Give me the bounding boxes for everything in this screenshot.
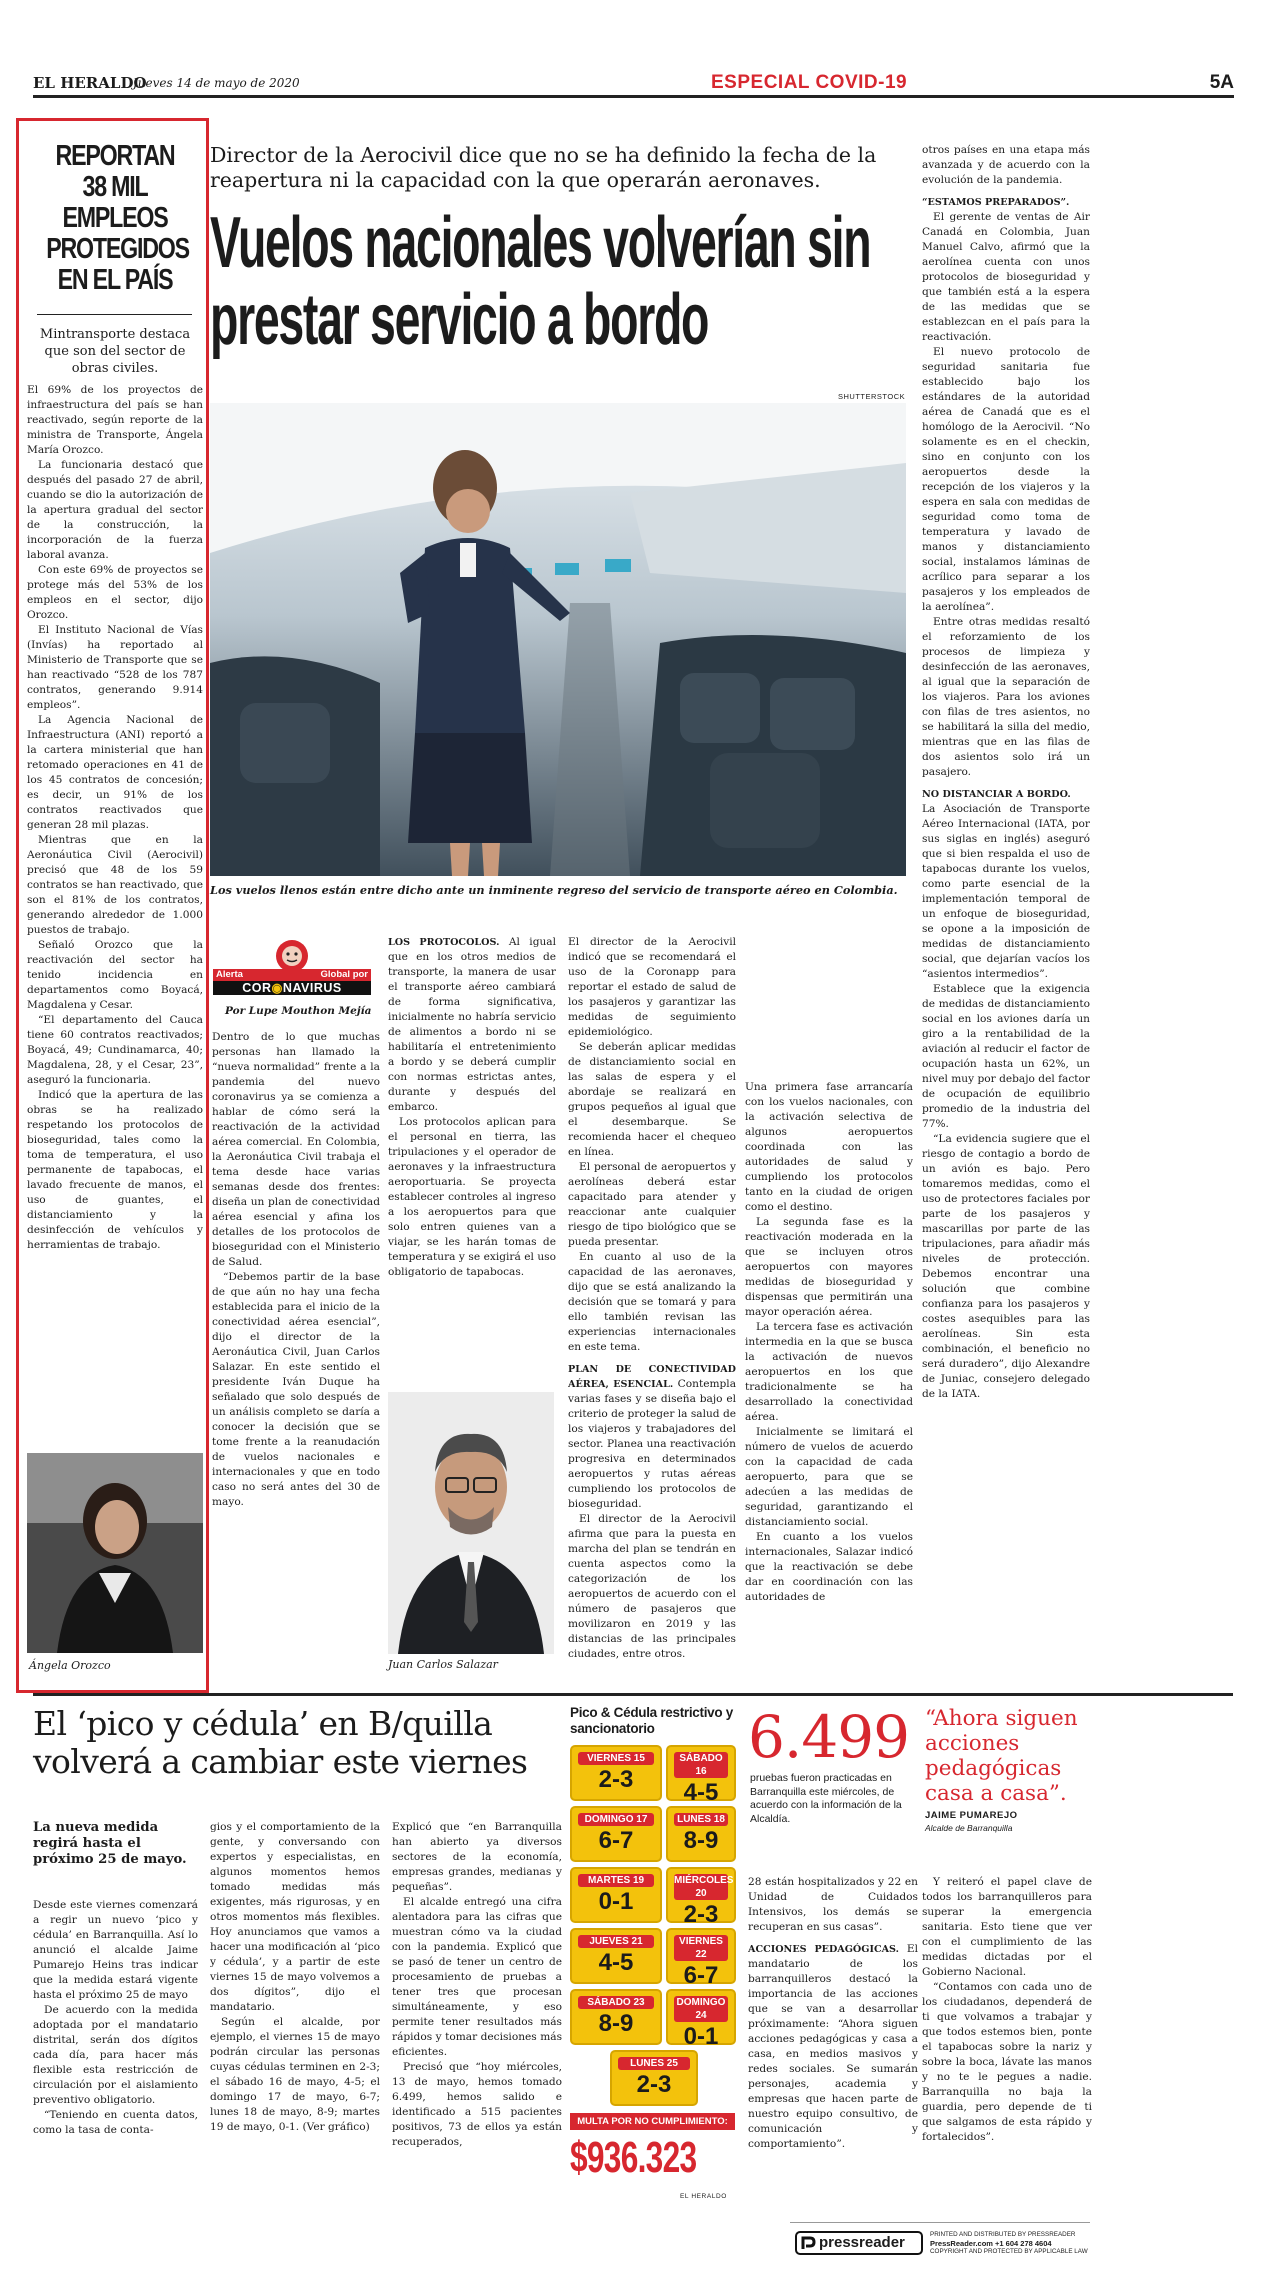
body-paragraph: gios y el comportamiento de la gente, y conversando con expertos y especialistas, en algunos momentos hemos tomado medidas más exigentes, más rigurosas, y en otros momentos más flexibles. Hoy anunciamos que vamos a hacer una modificación al ‘pico y cédula’, y a partir de este viernes 15 de mayo volvemos a dos dígitos”, dijo el mandatario. (210, 1821, 380, 2013)
sidebar-paragraph: La funcionaria destacó que después del pasado 27 de abril, cuando se dio la autorización de la apertura gradual del sector de la construcción, la incorporación de la fuerza laboral avanza. (27, 459, 203, 561)
day-pill (570, 1806, 662, 1862)
section-label: ESPECIAL COVID-19 (711, 72, 908, 93)
body-paragraph: En cuanto al uso de la capacidad de las aeronaves, dijo que se está analizando la decisión que se tomará y para ello también revisan las experiencias internacionales en este tema. (568, 1251, 736, 1353)
sidebar-paragraph: Mientras que en la Aeronáutica Civil (Aerocivil) precisó que 48 de los 59 contratos se han reactivado, que son el 81% de los contratos, generando alrededor de 1.000 puestos de trabajo. (27, 834, 203, 936)
day-pill (666, 1989, 736, 2050)
bottom-headline: El ‘pico y cédula’ en B/quilla volverá a cambiar este viernes (33, 1704, 528, 1781)
day-label: SÁBADO 16 (674, 1752, 728, 1778)
body-paragraph: Se deberán aplicar medidas de distanciamiento social en las salas de espera y el abordaje se realizará en grupos pequeños al igual que el desembarque. Se recomienda hacer el chequeo en línea. (568, 1041, 736, 1158)
sidebar-paragraph: Con este 69% de proyectos se protege más del 53% de los empleos en el sector, dijo Orozco. (27, 564, 203, 621)
main-column-4 (745, 1080, 913, 1680)
subhead-acciones: ACCIONES PEDAGÓGICAS. (748, 1944, 899, 1955)
sidebar-paragraph: El 69% de los proyectos de infraestructura del país se han reactivado, según reporte de la ministra de Transporte, Ángela María Orozco. (27, 384, 203, 456)
body-paragraph: El alcalde entregó una cifra alentadora para las cifras que muestran cómo va la ciudad con la pandemia. Explicó que se pasó de tener un centro de procesamiento de pruebas a tener tres que procesan simultáneamente, y eso permite tener resultados más rápidos y tomar decisiones más eficientes. (392, 1896, 562, 2058)
day-label: LUNES 25 (618, 2057, 690, 2070)
day-label: LUNES 18 (674, 1813, 728, 1826)
sidebar-paragraph: El Instituto Nacional de Vías (Invías) ha reportado al Ministerio de Transporte que se han reactivado “528 de los 787 contratos, generando 9.914 empleos”. (27, 624, 203, 711)
day-pill (610, 2050, 698, 2106)
footer-lines (930, 2231, 1088, 2256)
pico-cedula-infographic (570, 1705, 735, 2210)
stat-number: 6.499 (748, 1703, 910, 1771)
day-digits: 4-5 (598, 1949, 634, 1976)
main-photo-caption: Los vuelos llenos están entre dicho ante un inminente regreso del servicio de transporte aéreo en Colombia. (210, 883, 898, 897)
body-paragraph: El director de la Aerocivil afirma que para la puesta en marcha del plan se tendrán en cuenta aspectos como la categorización de los aeropuertos de acuerdo con el número de pasajeros que movilizaron en 2019 y las distancias de las principales ciudades, entre otros. (568, 1513, 736, 1660)
fine-label: MULTA POR NO CUMPLIMIENTO: (570, 2113, 735, 2130)
byline: Por Lupe Mouthon Mejía (225, 1005, 372, 1017)
body-paragraph: En cuanto a los vuelos internacionales, Salazar indicó que la reactivación se debe dar en coordinación con las autoridades de (745, 1531, 913, 1603)
day-digits: 8-9 (598, 2010, 634, 2037)
body-paragraph: Una primera fase arrancaría con los vuelos nacionales, con la activación selectiva de algunos aeropuertos coordinada con las autoridades de salud y cumpliendo los protocolos tanto en la ciudad de origen como el destino. (745, 1081, 913, 1213)
body-paragraph: La segunda fase es la reactivación moderada en la que se incluyen otros aeropuertos con mayores medidas de bioseguridad y dispensas que permitirán una mayor operación aérea. (745, 1216, 913, 1318)
day-pill (570, 1989, 662, 2045)
issue-date: Jueves 14 de mayo de 2020 (133, 76, 300, 90)
body-paragraph: “Contamos con cada uno de los ciudadanos, dependerá de ti que volvamos a trabajar y que todos estemos bien, ponte el tapabocas sobre la nariz y sobre la boca, lávate las manos y no te le pegues a nadie. Barranquilla no baja la guardia, pero depende de ti que salgamos de esta rápido y fortalecidos”. (922, 1981, 1092, 2143)
day-digits: 4-5 (683, 1779, 719, 1806)
sidebar-box (16, 118, 209, 1693)
main-kicker: Director de la Aerocivil dice que no se ha definido la fecha de la reapertura ni la capacidad con la que operarán aeronaves. (210, 143, 877, 192)
main-column-2 (388, 935, 556, 1395)
footer-line-3: COPYRIGHT AND PROTECTED BY APPLICABLE LAW (930, 2248, 1088, 2255)
day-digits: 6-7 (598, 1827, 634, 1854)
pressreader-logo (795, 2231, 923, 2255)
sidebar-paragraph: Indicó que la apertura de las obras se ha realizado respetando los protocolos de bioseguridad, tales como la toma de temperatura, el uso permanente de tapabocas, el lavado frecuente de manos, el uso de guantes, el distanciamiento y la desinfección de vehículos y herramientas de trabajo. (27, 1089, 203, 1251)
day-label: VIERNES 15 (578, 1752, 654, 1765)
subhead-plan: PLAN DE CONECTIVIDAD AÉREA, ESENCIAL. (568, 1364, 736, 1390)
day-pill (570, 1867, 662, 1923)
body-paragraph: Explicó que “en Barranquilla han abierto ya diversos sectores de la economía, empresas grandes, medianas y pequeñas”. (392, 1821, 562, 1893)
body-paragraph: El nuevo protocolo de seguridad sanitaria fue establecido bajo los estándares de la autoridad aérea de Canadá que es el homólogo de la Aerocivil. “No solamente es en el checkin, sino en conjunto con los aeropuertos desde la recepción de los viajeros y la espera en sala con medidas de seguridad como toma de temperatura y lavado de manos y distanciamiento social, instalamos láminas de acrílico para separar a los pasajeros y los empleados de la aerolínea”. (922, 346, 1090, 613)
sidebar-title: REPORTAN 38 MIL EMPLEOS PROTEGIDOS EN EL PAÍS (46, 140, 189, 296)
body-paragraph: El director de la Aerocivil indicó que se recomendará el uso de la Coronapp para reportar el estado de salud de los pasajeros y garantizar las medidas de seguimiento epidemiológico. (568, 936, 736, 1038)
bottom-column-3 (392, 1820, 562, 2205)
day-digits: 0-1 (683, 2023, 719, 2050)
footer-line-2: PressReader.com +1 604 278 4604 (930, 2239, 1052, 2248)
subhead-protocolos: LOS PROTOCOLOS. (388, 937, 500, 948)
main-column-1 (212, 1030, 380, 1670)
pull-quote: “Ahora siguen acciones pedagógicas casa a casa”. (925, 1706, 1078, 1806)
day-pill (570, 1745, 662, 1801)
subhead-estamos-preparados: “ESTAMOS PREPARADOS”. (922, 197, 1070, 208)
main-column-4-top (745, 935, 913, 1077)
body-paragraph: Al igual que en los otros medios de transporte, la manera de usar el transporte aéreo cambiará de forma significativa, inicialmente no habría servicio de alimentos a bordo ni se habilitaría el entretenimiento a bordo y se deberá cumplir con normas estrictas antes, durante y después del embarco. (388, 936, 556, 1113)
day-label: MARTES 19 (578, 1874, 654, 1887)
body-paragraph: Contempla varias fases y se diseña bajo el criterio de proteger la salud de los viajeros y trabajadores del sector. Planea una reactivación progresiva en determinados aeropuertos y rutas aéreas cumpliendo los protocolos de bioseguridad. (568, 1378, 736, 1510)
body-paragraph: La tercera fase es activación intermedia en la que se busca la activación de nuevos aeropuertos en los que tradicionalmente se ha desarrollado la conectividad aérea. (745, 1321, 913, 1423)
section-divider (33, 1693, 1233, 1696)
body-paragraph: Establece que la exigencia de medidas de distanciamiento social en los aviones daría un giro a la rentabilidad de la aviación al reducir el factor de ocupación hasta un 62%, un nivel muy por debajo del factor de ocupación de equilibrio promedio de la industria del 77%. (922, 983, 1090, 1130)
body-paragraph: “Teniendo en cuenta datos, como la tasa de conta- (33, 2109, 198, 2136)
page-number: 5A (1209, 72, 1234, 93)
alerta-ribbon (213, 969, 371, 981)
photo-credit: SHUTTERSTOCK (838, 392, 906, 401)
page-header (33, 70, 1234, 98)
bottom-column-2 (210, 1820, 380, 2205)
body-paragraph: otros países en una etapa más avanzada y de acuerdo con la evolución de la pandemia. (922, 144, 1090, 186)
body-paragraph: Los protocolos aplican para el personal en tierra, las tripulaciones y el operador de aeronaves y la infraestructura aeroportuaria. Se proyecta establecer controles al ingreso a los aeropuertos para que solo entren quienes van a viajar, se les harán tomas de temperatura y se exigirá el uso obligatorio de tapabocas. (388, 1116, 556, 1278)
sidebar-paragraph: Señaló Orozco que la reactivación del sector ha tenido incidencia en departamentos como Boyacá, Magdalena y Cesar. (27, 939, 203, 1011)
infographic-title: Pico & Cédula restrictivo y sancionatorio (570, 1705, 733, 1736)
orozco-photo (27, 1453, 203, 1653)
body-paragraph: Desde este viernes comenzará a regir un nuevo ‘pico y cédula’ en Barranquilla. Así lo anunció el alcalde Jaime Pumarejo Heins tras indicar que la medida estará vigente hasta el próximo 25 de mayo (33, 1899, 198, 2001)
day-digits: 6-7 (683, 1962, 719, 1989)
day-digits: 2-3 (598, 1766, 634, 1793)
day-label: DOMINGO 24 (674, 1996, 728, 2022)
day-digits: 0-1 (598, 1888, 634, 1915)
sidebar-deck: Mintransporte destaca que son del sector de obras civiles. (39, 327, 191, 376)
day-pill (666, 1867, 736, 1928)
pressreader-brand: pressreader (819, 2234, 905, 2251)
pressreader-footer (790, 2222, 1090, 2258)
main-column-5 (922, 143, 1090, 1683)
body-paragraph: El mandatario de los barranquilleros destacó la importancia de las acciones que se van a desarrollar próximamente: “Ahora siguen acciones pedagógicas y casa a casa, en medios masivos y redes sociales. Se sumarán personajes, academia y empresas que hacen parte de nuestro equipo consultivo, de comunicación y comportamiento”. (748, 1943, 918, 2150)
day-label: SÁBADO 23 (578, 1996, 654, 2009)
quote-author: JAIME PUMAREJO (925, 1810, 1018, 1821)
body-paragraph: Según el alcalde, por ejemplo, el viernes 15 de mayo podrán circular las personas cuyas cédulas terminen en 2-3; el sábado 16 de mayo, 4-5; el domingo 17 de mayo, 6-7; lunes 18 de mayo, 8-9; martes 19 de mayo, 0-1. (Ver gráfico) (210, 2016, 380, 2133)
sidebar-paragraph: La Agencia Nacional de Infraestructura (ANI) reportó a la cartera ministerial que han retomado operaciones en 41 de los 45 contratos de concesión; es decir, un 91% de los contratos reactivados que generan 28 mil plazas. (27, 714, 203, 831)
day-pill (666, 1806, 736, 1862)
ribbon-navirus: NAVIRUS (282, 981, 342, 995)
body-paragraph: 28 están hospitalizados y 22 en Unidad de Cuidados Intensivos, los demás se recuperan en sus casas”. (748, 1876, 918, 1933)
infographic-credit: EL HERALDO (680, 2193, 727, 2200)
bottom-column-1 (33, 1898, 198, 2203)
day-digits: 2-3 (636, 2071, 672, 2098)
body-paragraph: La Asociación de Transporte Aéreo Internacional (IATA, por sus siglas en inglés) aseguró que si bien respalda el uso de tapabocas durante los vuelos, como parte esencial de la implementación temporal de un enfoque de bioseguridad, se opone a la imposición de medidas de distanciamiento social, que dejarían vacíos los “asientos intermedios”. (922, 803, 1090, 980)
main-headline: Vuelos nacionales volverían sin prestar servicio a bordo (210, 203, 871, 360)
bottom-column-5 (922, 1875, 1092, 2205)
day-pill (570, 1928, 662, 1984)
salazar-photo-caption: Juan Carlos Salazar (388, 1658, 498, 1671)
salazar-photo (388, 1392, 554, 1654)
sidebar-paragraph: “El departamento del Cauca tiene 60 contratos reactivados; Boyacá, 49; Cundinamarca, 40; Magdalena, 28, y el Cesar, 23”, aseguró la funcionaria. (27, 1014, 203, 1086)
body-paragraph: “La evidencia sugiere que el riesgo de contagio a bordo de un avión es bajo. Pero tomaremos medidas, como el uso de protectores faciales por parte de los pasajeros y mascarillas por parte de las tripulaciones, para añadir más niveles de protección. Debemos encontrar una solución que combine confianza para los pasajeros y costes asequibles para las aerolíneas. Sin esta combinación, el beneficio no será duradero”, dijo Alexandre de Juniac, consejero delegado de la IATA. (922, 1133, 1090, 1400)
ribbon-global: Global por (282, 969, 371, 981)
body-paragraph: Entre otras medidas resaltó el reforzamiento de los procesos de limpieza y desinfección de las aeronaves, al igual que la separación de los viajeros. Para los aviones con filas de tres asientos, no se habilitará la silla del medio, mientras que en las filas de dos asientos solo irá un pasajero. (922, 616, 1090, 778)
body-paragraph: Y reiteró el papel clave de todos los barranquilleros para superar la emergencia sanitaria. Esto tiene que ver con el cumplimiento de las medidas dictadas por el Gobierno Nacional. (922, 1876, 1092, 1978)
main-column-3 (568, 935, 736, 1680)
day-pill (666, 1745, 736, 1806)
body-paragraph: Inicialmente se limitará el número de vuelos de acuerdo con la capacidad de cada aeropuerto, para que se adecúen a las medidas de seguridad, garantizando el distanciamiento social. (745, 1426, 913, 1528)
day-digits: 2-3 (683, 1901, 719, 1928)
day-label: DOMINGO 17 (578, 1813, 654, 1826)
day-label: JUEVES 21 (578, 1935, 654, 1948)
orozco-photo-caption: Ángela Orozco (29, 1659, 111, 1672)
ribbon-alerta: Alerta (213, 969, 282, 981)
alerta-global-logo (213, 938, 373, 995)
pressreader-icon (800, 2235, 816, 2251)
day-pill (666, 1928, 736, 1989)
subhead-no-distanciar: NO DISTANCIAR A BORDO. (922, 789, 1071, 800)
sidebar-body (27, 383, 203, 1441)
body-paragraph: “Debemos partir de la base de que aún no hay una fecha establecida para el inicio de la conectividad aérea esencial”, dijo el director de la Aeronáutica Civil, Juan Carlos Salazar. En este sentido el presidente Iván Duque ha señalado que solo después de un análisis completo se daría a conocer la decisión que se tome frente a la reanudación de vuelos nacionales e internacionales y que en todo caso no será antes del 30 de mayo. (212, 1271, 380, 1508)
quote-role: Alcalde de Barranquilla (925, 1823, 1013, 1833)
stat-text: pruebas fueron practicadas en Barranquilla este miércoles, de acuerdo con la información de la Alcaldía. (750, 1772, 902, 1825)
ribbon-cor: COR (242, 981, 272, 995)
paper-name: EL HERALDO (33, 74, 147, 92)
bottom-deck: La nueva medida regirá hasta el próximo 25 de mayo. (33, 1820, 187, 1867)
day-label: VIERNES 22 (674, 1935, 728, 1961)
day-label: MIÉRCOLES 20 (674, 1875, 734, 1899)
bottom-column-4 (748, 1875, 918, 2205)
body-paragraph: Precisó que “hoy miércoles, 13 de mayo, hemos tomado 6.499, hemos salido e identificado a 515 pacientes positivos, 73 de ellos ya están recuperados, (392, 2061, 562, 2148)
airplane-cabin-photo (210, 403, 906, 876)
body-paragraph: Dentro de lo que muchas personas han llamado la “nueva normalidad” frente a la pandemia del nuevo coronavirus ya se comienza a hablar de cómo será la reactivación de la actividad aérea comercial. En Colombia, la Aeronáutica Civil trabaja el tema desde hace varias semanas desde dos frentes: diseña un plan de conectividad aérea esencial y afina los detalles de los protocolos de bioseguridad con el Ministerio de Salud. (212, 1031, 380, 1268)
body-paragraph: De acuerdo con la medida adoptada por el mandatario distrital, serán dos dígitos cada día, para hacer más flexible esta restricción de circulación por el aislamiento preventivo obligatorio. (33, 2004, 198, 2106)
fine-amount: $936.323 (570, 2133, 697, 2182)
body-paragraph: El personal de aeropuertos y aerolíneas deberá estar capacitado para atender y reaccionar ante cualquier riesgo de tipo biológico que se pueda presentar. (568, 1161, 736, 1248)
footer-line-1: PRINTED AND DISTRIBUTED BY PRESSREADER (930, 2231, 1076, 2238)
ribbon-coronavirus: COR◉NAVIRUS (213, 981, 371, 995)
body-paragraph: El gerente de ventas de Air Canadá en Colombia, Juan Manuel Calvo, afirmó que la aerolínea cuenta con unos protocolos de bioseguridad y que también está a la espera de las medidas que se establezcan en el país para la reactivación. (922, 211, 1090, 343)
day-digits: 8-9 (683, 1827, 719, 1854)
